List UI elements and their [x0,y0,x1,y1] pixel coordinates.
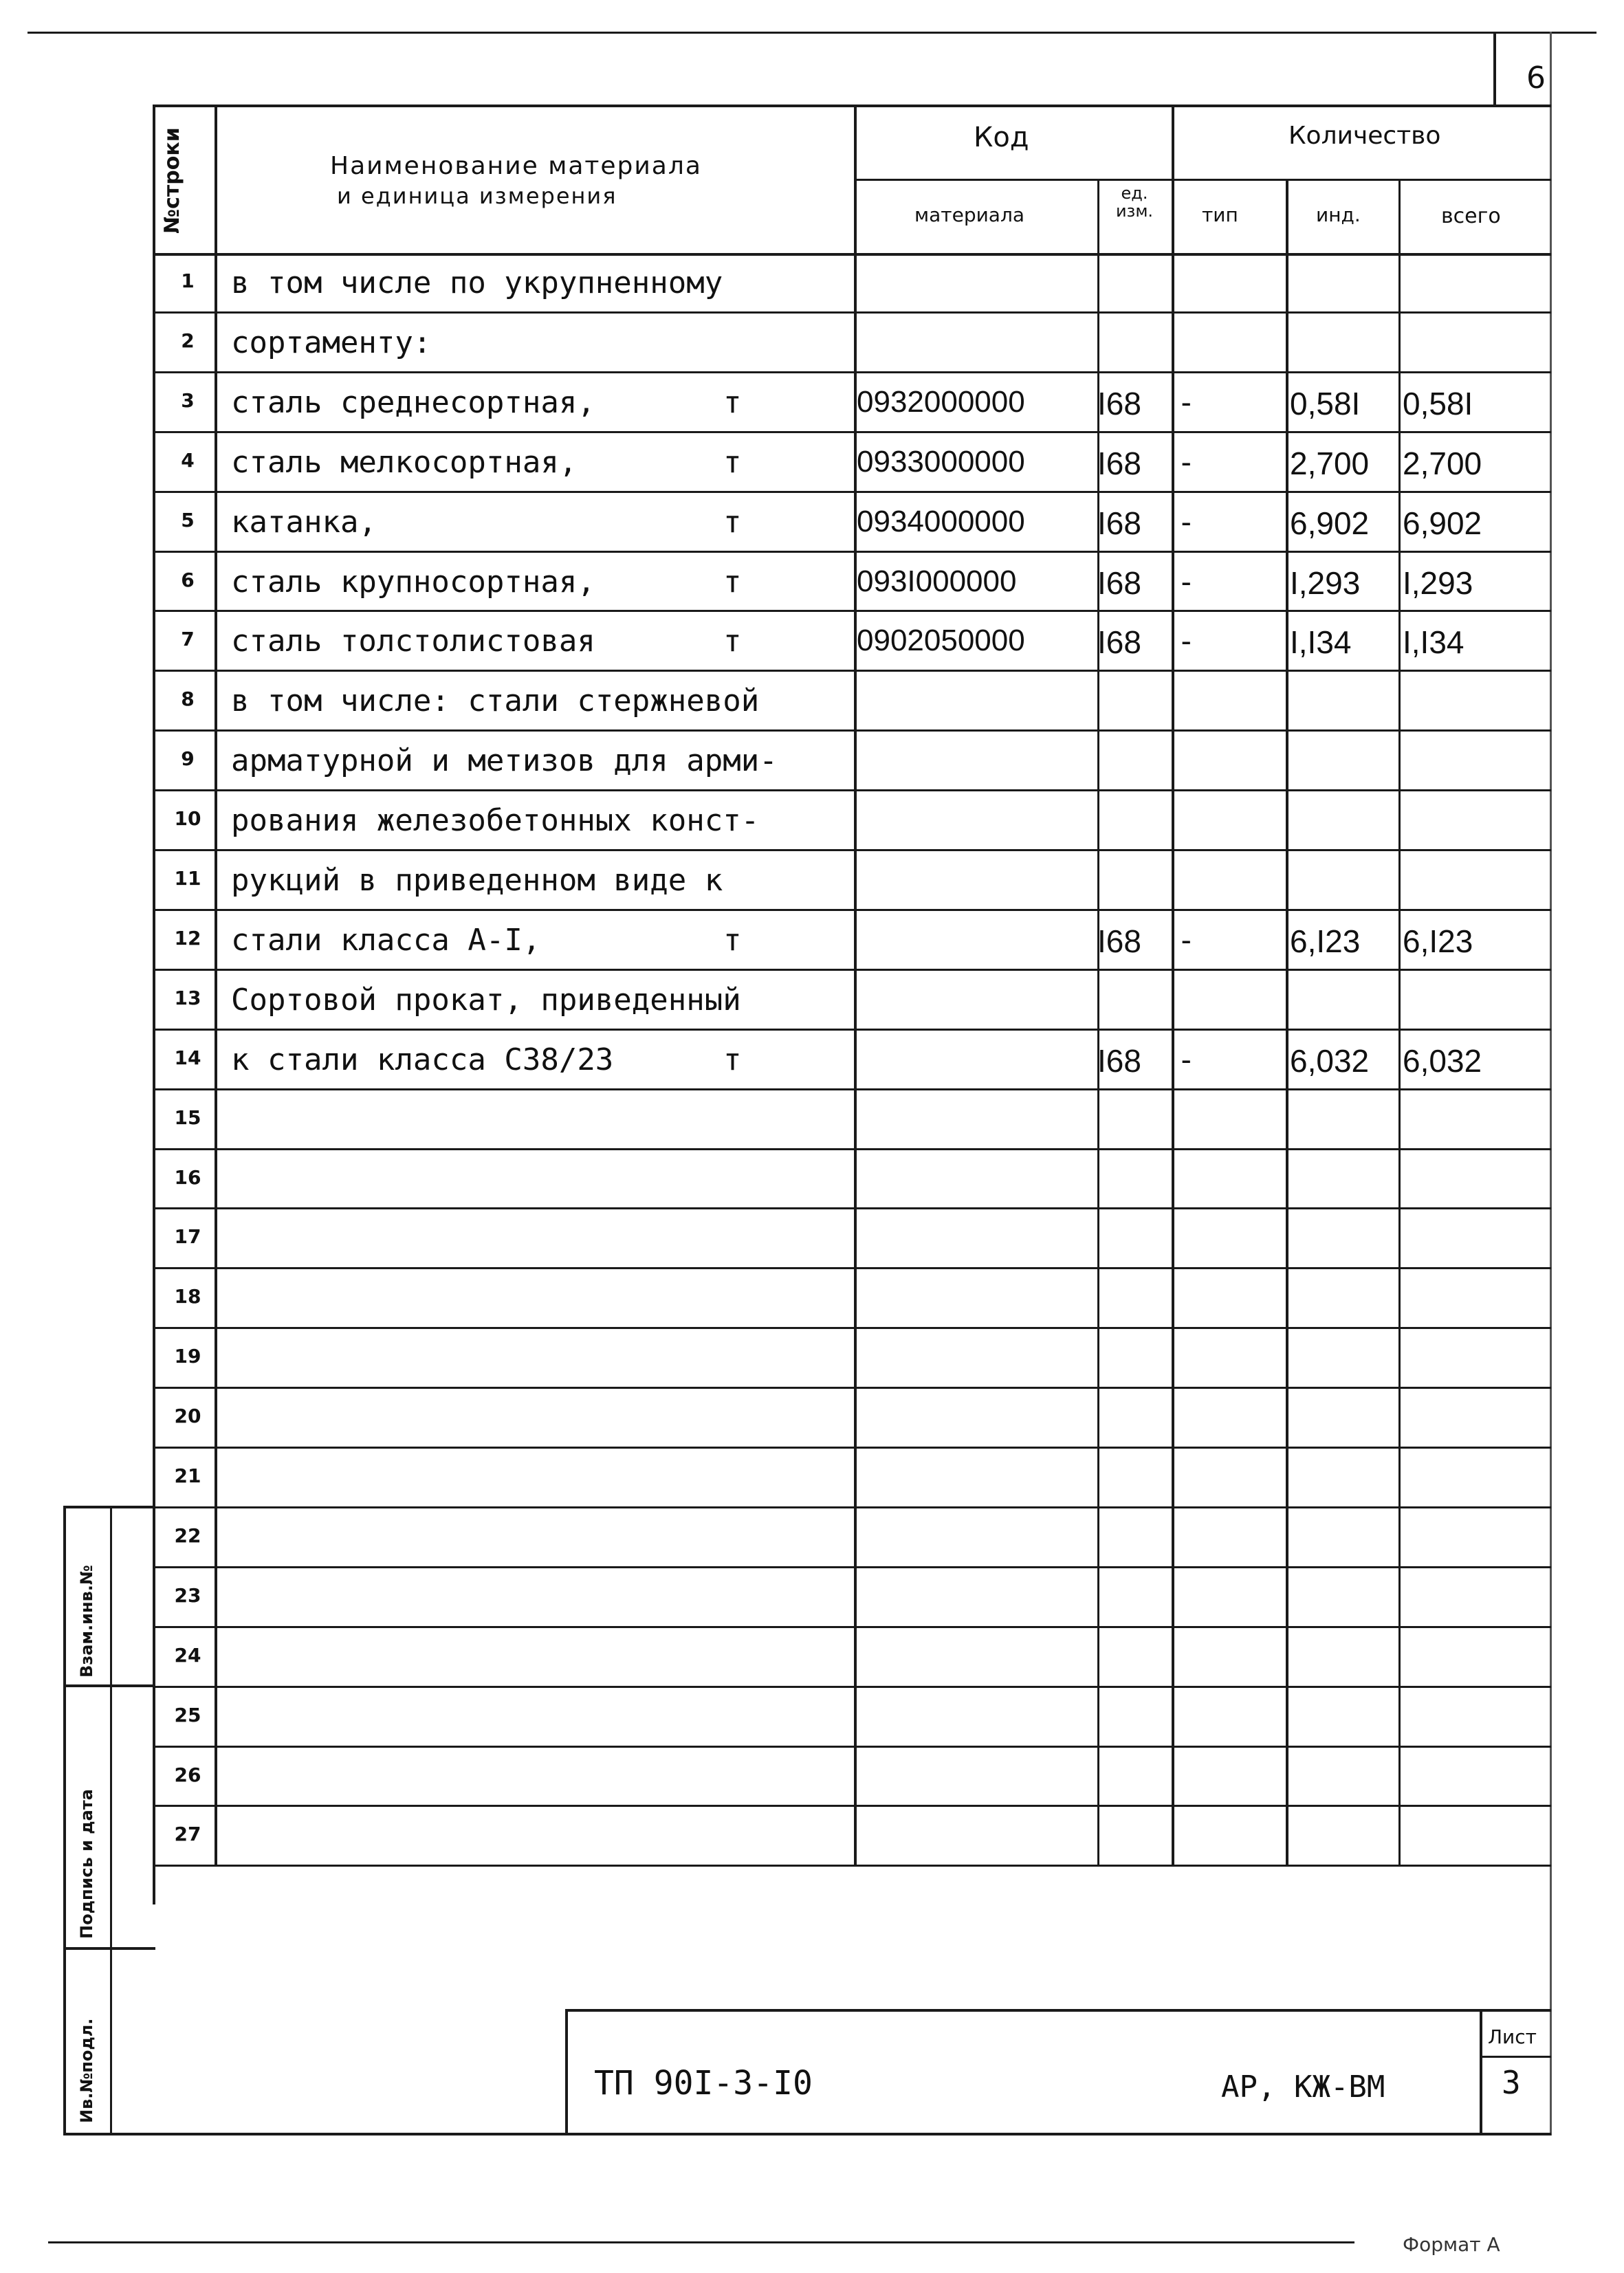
subheader-line [854,179,1551,181]
row-unit: т [723,564,742,600]
side-label-vzam-inv: Взам.инв.№ [77,1565,96,1678]
row-tip: - [1177,504,1196,540]
row-divider [153,1387,1551,1389]
side-label-podpis-data: Подпись и дата [77,1789,96,1939]
row-number: 16 [174,1165,201,1189]
row-name: сталь среднесортная, [231,384,595,420]
row-total: 0,58I [1403,385,1473,421]
row-ed: I68 [1097,624,1141,661]
stamp-sheet-left [1480,2009,1482,2135]
stamp-sheet-div [1480,2056,1551,2058]
row-name: арматурной и метизов для арми- [231,743,778,779]
stamp-left [565,2009,568,2135]
row-divider [153,670,1551,672]
side-strip-bottom [63,2133,1551,2135]
row-tip: - [1177,564,1196,600]
side-strip-top [63,1506,155,1508]
row-total: I,293 [1403,564,1473,601]
row-number: 9 [181,747,195,771]
row-divider [153,1327,1551,1329]
row-number: 11 [174,867,201,890]
row-number: 12 [174,926,201,949]
row-ind: 0,58I [1290,385,1361,421]
row-number: 25 [174,1703,201,1726]
header-code: Код [974,122,1029,153]
row-code: 0932000000 [857,384,1025,419]
format-label: Формат А [1403,2233,1500,2256]
col-rownum [215,105,217,1865]
stamp-sheet-label: Лист [1488,2025,1537,2048]
row-number: 2 [181,329,195,352]
row-name: стали класса А-I, [231,922,541,958]
row-divider [153,1029,1551,1031]
row-number: 21 [174,1464,201,1487]
header-rownum: №строки [160,127,184,234]
table-top [153,105,1551,107]
side-label-inv-podl: Ив.№подл. [77,2018,96,2123]
row-ed: I68 [1097,445,1141,481]
top-border [28,32,1596,34]
row-unit: т [723,1042,742,1077]
stamp-top [565,2009,1551,2012]
row-number: 6 [181,568,195,591]
row-divider [153,1746,1551,1748]
row-ind: 6,032 [1290,1042,1370,1079]
row-number: 3 [181,388,195,412]
row-divider [153,789,1551,791]
stamp-mark: АР, КЖ-ВМ [1221,2069,1385,2105]
header-qty-total: всего [1441,204,1501,228]
row-name: рования железобетонных конст- [231,803,760,839]
row-ed: I68 [1097,923,1141,959]
row-ed: I68 [1097,1042,1141,1079]
row-total: 6,902 [1403,505,1482,541]
row-unit: т [723,922,742,958]
header-code-material: материала [914,204,1025,226]
row-divider [153,1805,1551,1807]
row-number: 8 [181,688,195,711]
row-number: 10 [174,807,201,831]
header-qty-ind: инд. [1316,204,1361,226]
row-divider [153,1865,1551,1867]
row-divider [153,491,1551,493]
row-ed: I68 [1097,505,1141,541]
row-unit: т [723,504,742,540]
row-name: сталь крупносортная, [231,564,595,600]
row-total: 6,032 [1403,1042,1482,1079]
row-divider [153,1148,1551,1150]
row-unit: т [723,624,742,659]
row-divider [153,551,1551,553]
row-divider [153,1566,1551,1568]
stamp-doc-number: ТП 90I-3-I0 [594,2064,813,2102]
header-name-line2: и единица измерения [337,183,617,209]
row-name: сталь толстолистовая [231,624,595,659]
row-name: Сортовой прокат, приведенный [231,982,741,1018]
row-divider [153,1447,1551,1449]
header-bottom [153,253,1551,256]
row-number: 24 [174,1643,201,1667]
row-total: I,I34 [1403,624,1464,661]
row-tip: - [1177,444,1196,480]
col-left [153,105,155,1904]
col-name [854,105,857,1865]
row-ind: I,293 [1290,564,1361,601]
row-number: 20 [174,1405,201,1428]
row-name: рукций в приведенном виде к [231,863,723,898]
row-number: 18 [174,1285,201,1308]
row-divider [153,1267,1551,1269]
row-number: 15 [174,1106,201,1129]
row-name: в том числе: стали стержневой [231,683,760,719]
row-total: 2,700 [1403,445,1482,481]
row-name: катанка, [231,504,377,540]
side-strip-div1 [63,1684,155,1687]
header-name-line1: Наименование материала [330,152,702,180]
row-divider [153,610,1551,612]
row-number: 17 [174,1225,201,1249]
row-number: 7 [181,628,195,651]
row-number: 13 [174,986,201,1009]
row-number: 26 [174,1763,201,1786]
row-divider [153,431,1551,433]
header-quantity: Количество [1288,122,1441,150]
row-number: 23 [174,1583,201,1607]
row-name: сортаменту: [231,325,432,360]
row-divider [153,311,1551,314]
row-tip: - [1177,624,1196,659]
row-ind: I,I34 [1290,624,1352,661]
page-number: 6 [1526,61,1546,96]
row-divider [153,909,1551,911]
row-divider [153,1088,1551,1090]
row-number: 19 [174,1345,201,1368]
row-code: 0934000000 [857,504,1025,538]
col-ed [1172,105,1174,1865]
row-divider [153,1506,1551,1508]
page-number-box-left [1493,32,1496,106]
row-divider [153,1686,1551,1688]
row-divider [153,371,1551,373]
side-strip-mid [110,1506,112,2135]
row-code: 0902050000 [857,624,1025,658]
stamp-sheet-number: 3 [1502,2064,1521,2101]
row-divider [153,1626,1551,1628]
row-code: 093I000000 [857,564,1017,598]
row-divider [153,849,1551,851]
row-number: 14 [174,1046,201,1069]
row-name: сталь мелкосортная, [231,444,578,480]
row-number: 27 [174,1823,201,1846]
row-ind: 2,700 [1290,445,1370,481]
row-number: 22 [174,1524,201,1547]
row-unit: т [723,384,742,420]
row-number: 1 [181,270,195,292]
row-name: к стали класса С38/23 [231,1042,614,1077]
row-ed: I68 [1097,564,1141,601]
header-qty-type: тип [1202,204,1238,226]
row-number: 4 [181,448,195,472]
row-unit: т [723,444,742,480]
row-code: 0933000000 [857,444,1025,479]
row-ed: I68 [1097,385,1141,421]
side-strip-left [63,1506,66,2135]
side-strip-div2 [63,1947,155,1950]
row-number: 5 [181,508,195,531]
row-tip: - [1177,384,1196,420]
row-tip: - [1177,922,1196,958]
right-border [1550,32,1552,2135]
bottom-rule [48,2241,1354,2243]
row-name: в том числе по укрупненному [231,265,723,300]
row-ind: 6,902 [1290,505,1370,541]
row-total: 6,I23 [1403,923,1473,959]
row-divider [153,729,1551,732]
row-divider [153,969,1551,971]
row-divider [153,1207,1551,1209]
row-ind: 6,I23 [1290,923,1361,959]
row-tip: - [1177,1042,1196,1077]
header-code-unit: ед. изм. [1115,184,1154,221]
